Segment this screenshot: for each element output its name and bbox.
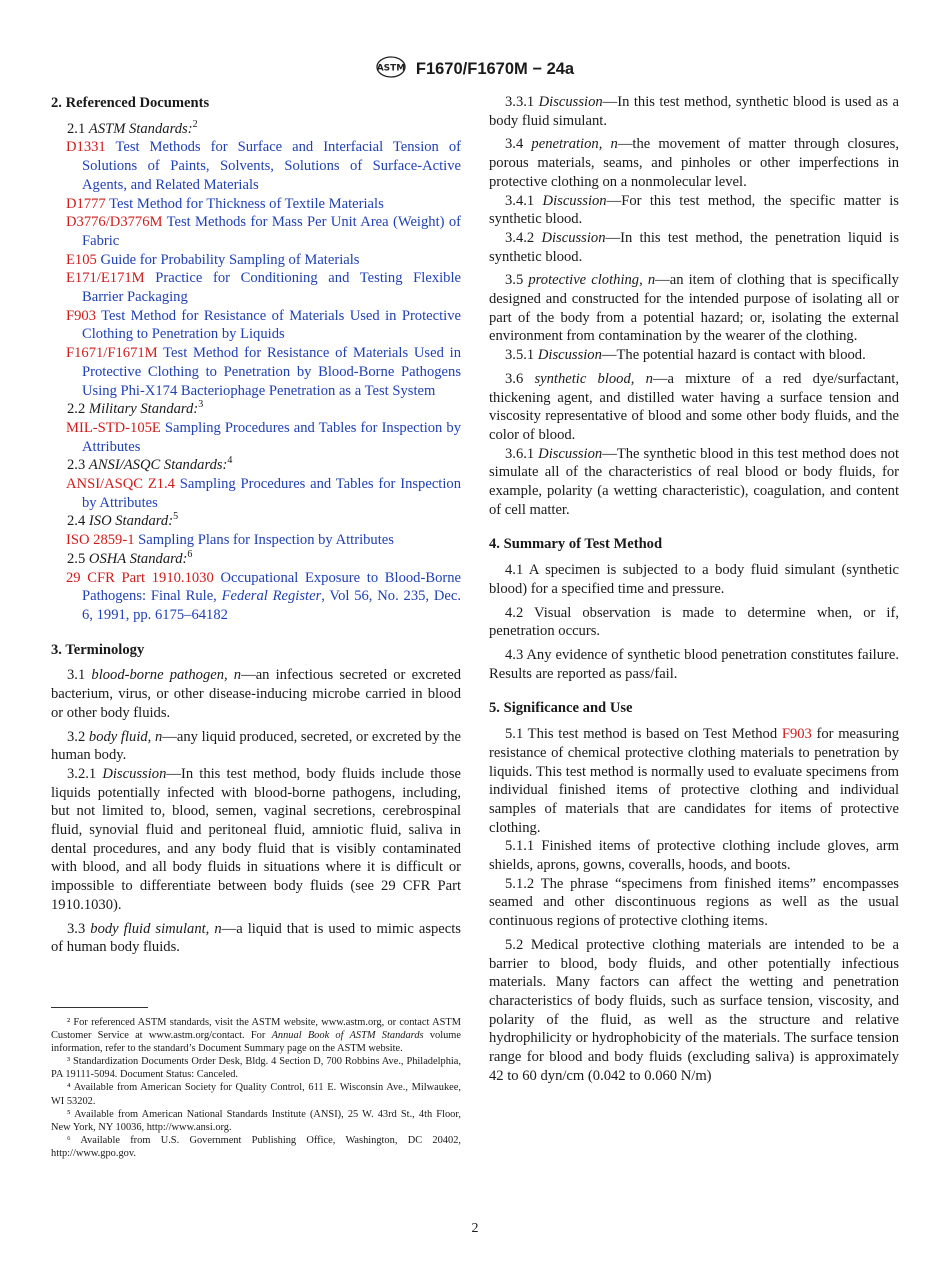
para-3-2: 3.2 body fluid, n—any liquid produced, secreted, or excreted by the human body. [51,728,461,764]
reference-code[interactable]: F1671/F1671M [66,345,158,362]
reference-code[interactable]: F903 [66,307,97,324]
para-5-1-1: 5.1.1 Finished items of protective clothing include gloves, arm shields, aprons, gowns, coveralls, hoods, and boots. [489,838,899,874]
reference-item[interactable]: MIL-STD-105E Sampling Procedures and Tables for Inspection by Attributes [66,419,461,455]
para-3-5: 3.5 protective clothing, n—an item of clothing that is specifically designed and constructed for the intended purpose of isolating all or part of the body from a potential hazard; or, isolating the external environment from contamination by the wearer of the clothing. [489,272,899,345]
reference-title[interactable]: Test Method for Thickness of Textile Materials [105,195,384,212]
reference-item[interactable]: ANSI/ASQC Z1.4 Sampling Procedures and Tables for Inspection by Attributes [66,476,461,511]
section-3-heading: 3. Terminology [51,641,145,658]
reference-item[interactable] [51,138,461,194]
para-4-2: 4.2 Visual observation is made to determine when, or if, penetration occurs. [489,604,899,640]
para-4-1: 4.1 A specimen is subjected to a body fluid simulant (synthetic blood) for a specified time and pressure. [489,562,899,597]
astm-logo [376,56,406,83]
reference-title[interactable]: Practice for Conditioning and Testing Flexible Barrier Packaging [82,270,461,306]
para-4-3: 4.3 Any evidence of synthetic blood penetration constitutes failure. Results are reported as pass/fail. [489,646,899,682]
reference-item[interactable] [51,195,461,214]
reference-item[interactable] [51,251,461,270]
reference-item[interactable]: 29 CFR Part 1910.1030 Occupational Exposure to Blood-Borne Pathogens: Final Rule, Federal Register, Vol 56, No. 235, Dec. 6, 1991, pp. 6175–64182 [66,569,462,623]
reference-code[interactable]: E105 [66,251,97,268]
page-number: 2 [471,1221,479,1236]
standard-designation: F1670/F1670M − 24a [415,60,575,78]
para-5-1: 5.1 This test method is based on Test Method F903 for measuring resistance of chemical protective clothing materials to penetration by liquids. This test method is normally used to evaluate specimens from individual finished items of protective clothing and individual samples of materials that are candidates for items of protective clothing. [489,726,899,836]
reference-item[interactable] [51,307,461,344]
para-3-4: 3.4 penetration, n—the movement of matter through closures, porous materials, seams, and pinholes or other imperfections in protective clothing on a nonmolecular level. [489,136,899,190]
reference-title[interactable]: Test Method for Resistance of Materials Used in Protective Clothing to Penetration by Blood-Borne Pathogens Using Phi-X174 Bacteriophage Penetration as a Test System [82,345,461,399]
para-5-1-2: 5.1.2 The phrase “specimens from finished items” encompasses seamed and other discontinuous regions as well as the usual continuous regions of protective clothing items. [489,875,899,930]
para-3-2-1: 3.2.1 Discussion—In this test method, body fluids include those liquids potentially infected with blood-borne pathogens, including, but not limited to, blood, semen, vaginal secretions, cerebrospinal fluid, synovial fluid and peritoneal fluid, amniotic fluid, saliva in dental procedures, and any body fluid that is visibly contaminated with blood, and all body fluids in situations where it is difficult or impossible to differentiate between body fluids (see 29 CFR Part 1910.1030). [51,765,461,913]
footnote-rule [51,1007,148,1008]
reference-title[interactable]: Test Methods for Surface and Interfacial Tension of Solutions of Paints, Solvents, Solutions of Surface-Active Agents, and Related Materials [82,139,461,193]
section-4-heading: 4. Summary of Test Method [489,536,663,553]
reference-code[interactable]: D1777 [66,195,106,212]
footnote-6: ⁶ Available from U.S. Government Publishing Office, Washington, DC 20402, http://www.gpo.gov. [51,1134,461,1159]
para-3-6-1: 3.6.1 Discussion—The synthetic blood in this test method does not simulate all of the characteristics of real blood or body fluids, for example, polarity (a wetting characteristic), coagulation, and content of cell matter. [489,445,899,518]
reference-title[interactable]: Test Method for Resistance of Materials Used in Protective Clothing to Penetration by Liquids [82,307,461,343]
osha-standard-label: 2.5 OSHA Standard:$^6$ [67,549,193,567]
para-5-2: 5.2 Medical protective clothing materials are intended to be a barrier to blood, body fluids, and other potentially infectious materials. Many factors can affect the wetting and penetration characteristics of body fluids, such as surface tension, viscosity, and polarity of the fluid, as well as the structure and relative hydrophilicity or hydrophobicity of the materials. The surface tension range for blood and body fluids (excluding saliva) is approximately 42 to 60 dyn/cm (0.042 to 0.060 N/m) [489,936,899,1084]
reference-title[interactable]: Test Methods for Mass Per Unit Area (Weight) of Fabric [82,214,461,249]
section-5-heading: 5. Significance and Use [489,700,633,717]
footnote-3: ³ Standardization Documents Order Desk, Bldg. 4 Section D, 700 Robbins Ave., Philadelphia, PA 19111-5094. Document Status: Canceled. [51,1056,461,1081]
para-3-3: 3.3 body fluid simulant, n—a liquid that is used to mimic aspects of human body fluids. [51,920,461,956]
f903-link[interactable]: F903 [781,726,812,743]
ansi-standards-label: 2.3 ANSI/ASQC Standards:$^4$ [67,455,233,474]
iso-standard-label: 2.4 ISO Standard:$^5$ [67,511,179,530]
astm-reference-list [51,138,461,400]
svg-text:ASTM: ASTM [376,63,406,74]
reference-code[interactable]: E171/E171M [66,270,145,287]
astm-standards-label: 2.1 ASTM Standards:$^2$ [67,118,198,137]
reference-item[interactable] [51,269,461,306]
reference-code[interactable]: D3776/D3776M [66,214,163,231]
reference-item[interactable] [51,213,461,250]
reference-item[interactable]: ISO 2859-1 Sampling Plans for Inspection by Attributes [66,532,394,549]
footnote-2: ² For referenced ASTM standards, visit the ASTM website, www.astm.org, or contact ASTM Customer Service at www.astm.org/contact. For Annual Book of ASTM Standards volume information, refer to the standard’s Document Summary page on the ASTM website. [51,1017,461,1055]
para-3-4-1: 3.4.1 Discussion—For this test method, the specific matter is synthetic blood. [489,192,899,228]
para-3-5-1: 3.5.1 Discussion—The potential hazard is contact with blood. [505,347,866,364]
footnote-4: ⁴ Available from American Society for Quality Control, 611 E. Wisconsin Ave., Milwaukee, WI 53202. [51,1082,461,1107]
para-3-6: 3.6 synthetic blood, n—a mixture of a red dye/surfactant, thickening agent, and distilled water having a surface tension and viscosity representative of blood and some other body fluids, and the color of blood. [489,370,899,443]
section-2-heading: 2. Referenced Documents [51,95,210,111]
footnote-5: ⁵ Available from American National Standards Institute (ANSI), 25 W. 43rd St., 4th Floor, New York, NY 10036, http://www.ansi.org. [51,1108,461,1133]
left-column [51,94,461,957]
footnotes [51,1016,461,1160]
reference-title[interactable]: Guide for Probability Sampling of Materials [96,251,360,268]
reference-code[interactable]: D1331 [66,139,106,156]
right-column [489,93,899,1085]
military-standard-label: 2.2 Military Standard:$^3$ [67,399,204,418]
para-3-4-2: 3.4.2 Discussion—In this test method, the penetration liquid is synthetic blood. [489,229,899,265]
page-header [0,56,950,83]
para-3-3-1: 3.3.1 Discussion—In this test method, synthetic blood is used as a body fluid simulant. [489,94,899,129]
para-3-1: 3.1 blood-borne pathogen, n—an infectious secreted or excreted bacterium, virus, or other disease-inducing microbe carried in blood or other body fluids. [51,667,461,721]
reference-item[interactable] [51,344,461,400]
